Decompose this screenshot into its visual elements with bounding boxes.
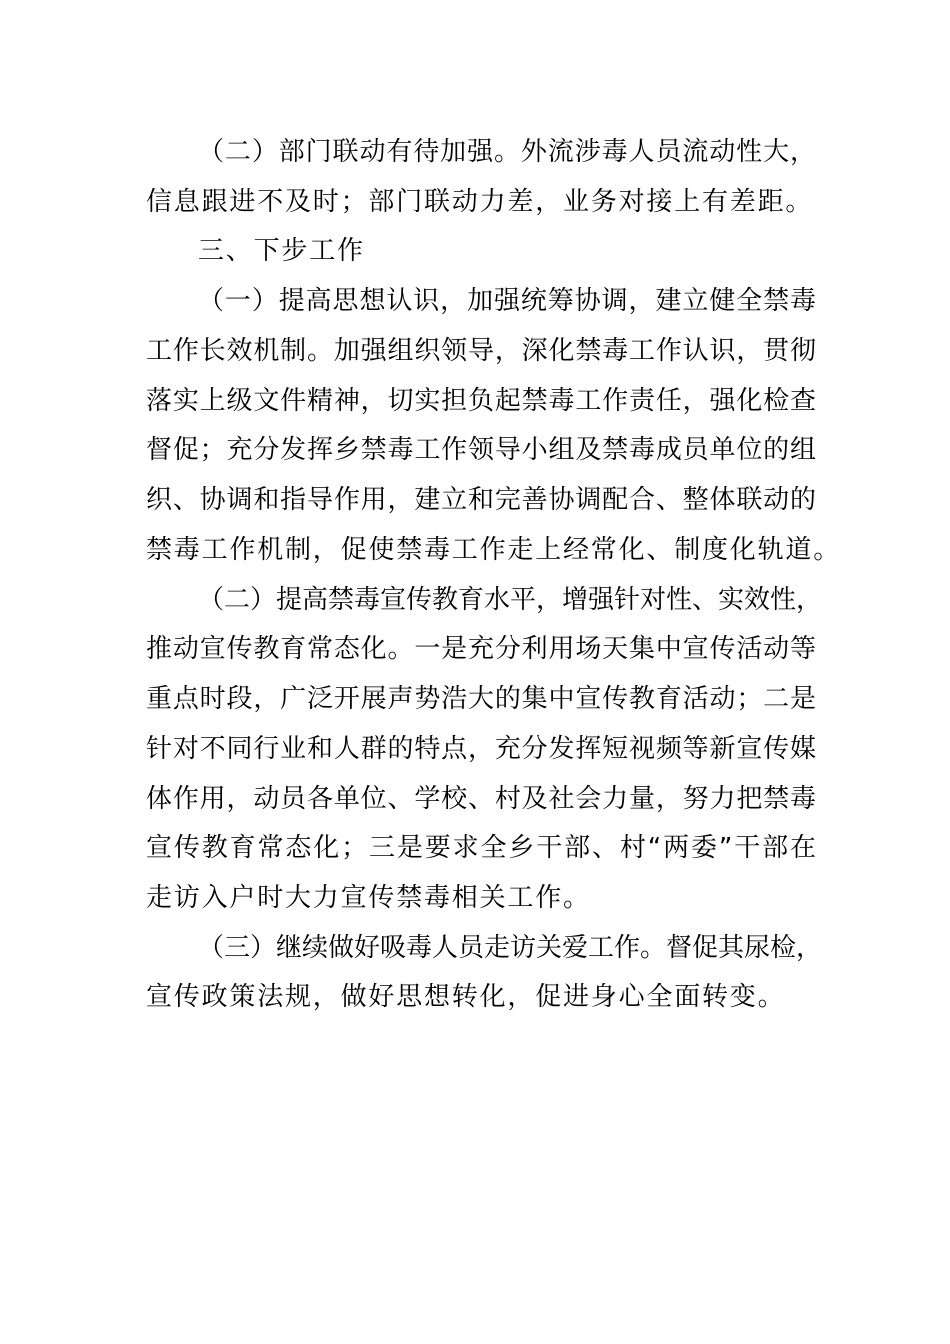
paragraph-line: 宣传政策法规，做好思想转化，促进身心全面转变。: [146, 982, 786, 1012]
paragraph-line: （二）提高禁毒宣传教育水平，增强针对性、实效性，: [198, 585, 823, 615]
paragraph-line: 织、协调和指导作用，建立和完善协调配合、整体联动的: [146, 485, 816, 515]
paragraph-line: 督促；充分发挥乡禁毒工作领导小组及禁毒成员单位的组: [146, 435, 816, 465]
paragraph-line: （一）提高思想认识，加强统筹协调，建立健全禁毒: [198, 286, 816, 316]
section-heading: 三、下步工作: [198, 236, 365, 266]
paragraph-line: 禁毒工作机制，促使禁毒工作走上经常化、制度化轨道。: [146, 535, 842, 565]
paragraph-line: 重点时段，广泛开展声势浩大的集中宣传教育活动；二是: [146, 684, 816, 714]
paragraph-line: 走访入户时大力宣传禁毒相关工作。: [146, 883, 591, 913]
paragraph-line: 针对不同行业和人群的特点，充分发挥短视频等新宣传媒: [146, 734, 816, 764]
paragraph-line: 落实上级文件精神，切实担负起禁毒工作责任，强化检查: [146, 386, 816, 416]
paragraph-line: 体作用，动员各单位、学校、村及社会力量，努力把禁毒: [146, 784, 816, 814]
paragraph-line: 信息跟进不及时；部门联动力差，业务对接上有差距。: [146, 187, 814, 217]
paragraph-line: 工作长效机制。加强组织领导，深化禁毒工作认识，贯彻: [146, 336, 816, 366]
paragraph-line: 宣传教育常态化；三是要求全乡干部、村“两委”干部在: [146, 833, 816, 863]
paragraph-line: 推动宣传教育常态化。一是充分利用场天集中宣传活动等: [146, 634, 816, 664]
paragraph-line: （三）继续做好吸毒人员走访关爱工作。督促其尿检，: [198, 933, 823, 963]
paragraph-line: （二）部门联动有待加强。外流涉毒人员流动性大，: [198, 137, 816, 167]
